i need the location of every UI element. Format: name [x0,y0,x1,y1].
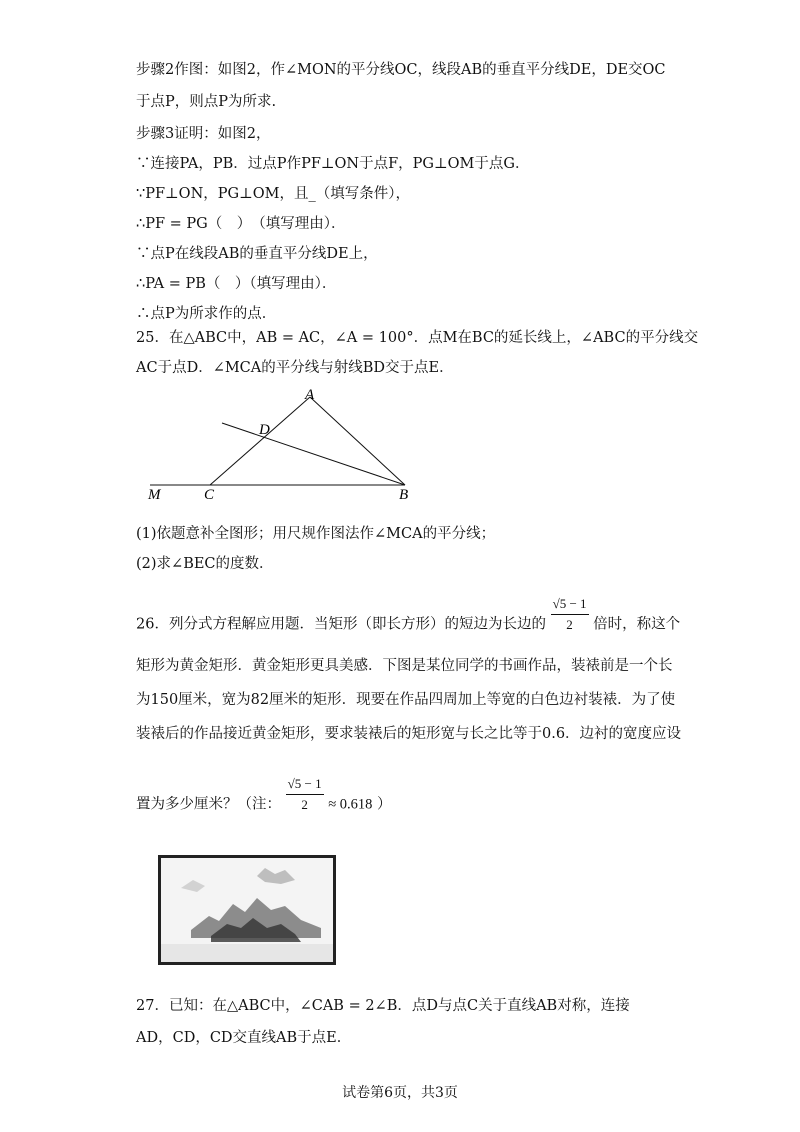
segment-AB [310,397,405,485]
triangle-figure [140,385,430,505]
text-line: 装裱后的作品接近黄金矩形，要求装裱后的矩形宽与长之比等于0.6．边衬的宽度应设 [136,726,682,742]
text-line: ∴PA = PB（ ）（填写理由）． [136,276,337,292]
label-A: A [305,387,315,403]
text-segment: 倍时，称这个 [593,616,681,633]
fraction-denominator: 2 [566,617,573,632]
painting-artwork [161,858,333,962]
text-line: (2)求∠BEC的度数． [136,556,274,572]
note-fraction [286,774,324,815]
text-line: (1)依题意补全图形；用尺规作图法作∠MCA的平分线； [136,526,496,542]
label-B: B [399,487,409,503]
text-line: ∵连接PA，PB．过点P作PF⊥ON于点F，PG⊥OM于点G． [136,156,530,172]
problem-27-line-1: 27．已知：在△ABC中，∠CAB = 2∠B．点D与点C关于直线AB对称，连接 [136,998,630,1014]
text-segment: 26．列分式方程解应用题．当矩形（即长方形）的短边为长边的 [136,616,546,633]
text-line: 于点P，则点P为所求. [136,94,277,110]
fraction-numerator: √5 − 1 [286,774,324,795]
text-line: ∴PF = PG（ ） （填写理由）． [136,216,346,232]
landscape-painting-image [158,855,336,965]
text-line: 步骤2作图：如图2，作∠MON的平分线OC，线段AB的垂直平分线DE，DE交OC [136,62,666,78]
problem-27-line-2: AD，CD，CD交直线AB于点E． [136,1030,352,1046]
fraction-numerator: √5 − 1 [551,594,589,615]
label-C: C [204,487,215,503]
text-segment: 置为多少厘米？（注： [136,796,281,813]
approx-value: ≈ 0.618 [328,796,373,813]
segment-CA [210,397,310,485]
fraction-denominator: 2 [301,797,308,812]
text-line [136,776,392,825]
text-line: ∵点P在线段AB的垂直平分线DE上， [136,246,378,262]
problem-26-line-1 [136,596,681,645]
text-line: ∵PF⊥ON，PG⊥OM，且_（填写条件）， [136,186,410,202]
label-M: M [148,487,161,503]
text-segment: ） [377,796,392,813]
problem-25-line-2: AC于点D．∠MCA的平分线与射线BD交于点E． [136,360,454,376]
text-line: 矩形为黄金矩形．黄金矩形更具美感．下图是某位同学的书画作品，装裱前是一个长 [136,658,673,674]
page-footer: 试卷第6页，共3页 [342,1085,458,1101]
ray-BD [222,423,405,485]
problem-25-line-1: 25．在△ABC中，AB = AC，∠A = 100°．点M在BC的延长线上，∠ABC的平分线交 [136,330,699,346]
label-D: D [259,422,270,438]
golden-ratio-fraction [551,594,589,635]
text-line: 为150厘米，宽为82厘米的矩形．现要在作品四周加上等宽的白色边衬装裱．为了使 [136,692,676,708]
text-line: 步骤3证明：如图2， [136,126,271,142]
text-line: ∴点P为所求作的点． [136,306,277,322]
